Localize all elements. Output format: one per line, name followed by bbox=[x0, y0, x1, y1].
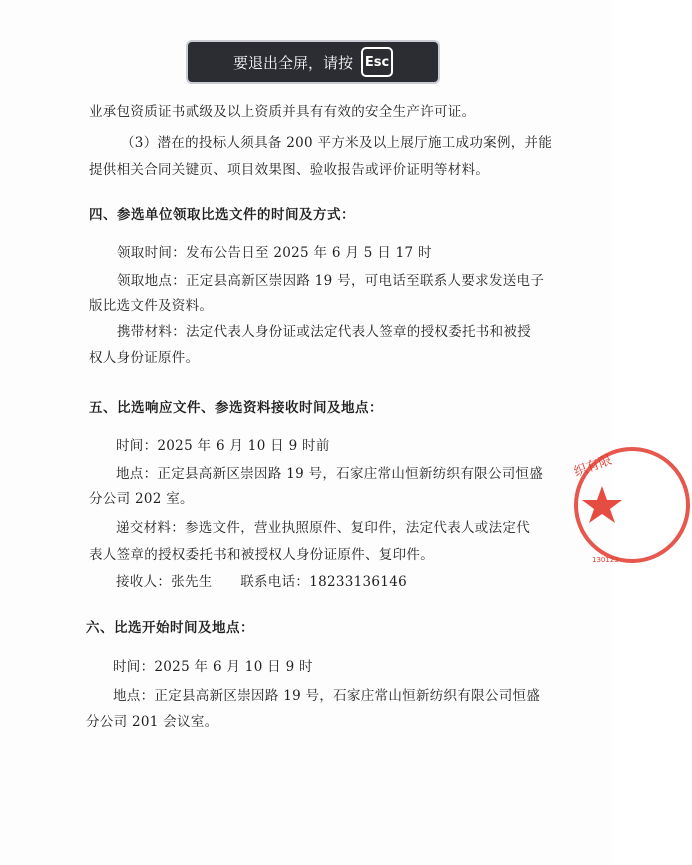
paragraph-line: 接收人：张先生 联系电话：18233136146 bbox=[116, 574, 407, 590]
paragraph-line: 版比选文件及资料。 bbox=[89, 298, 214, 314]
paragraph-line: 领取时间：发布公告日至 2025 年 6 月 5 日 17 时 bbox=[117, 245, 432, 261]
paragraph-line: 携带材料：法定代表人身份证或法定代表人签章的授权委托书和被授 bbox=[117, 324, 531, 340]
fullscreen-exit-message: 要退出全屏，请按 bbox=[232, 53, 353, 72]
paragraph-line: 分公司 201 会议室。 bbox=[86, 714, 219, 730]
paragraph-line: 表人签章的授权委托书和被授权人身份证原件、复印件。 bbox=[89, 547, 434, 563]
paragraph-line: 地点：正定县高新区崇因路 19 号，石家庄常山恒新纺织有限公司恒盛 bbox=[113, 688, 541, 704]
seal-text: 织有限 bbox=[572, 452, 614, 481]
paragraph-line: 提供相关合同关键页、项目效果图、验收报告或评价证明等材料。 bbox=[89, 162, 490, 178]
paragraph-line: （3）潜在的投标人须具备 200 平方米及以上展厅施工成功案例，并能 bbox=[121, 135, 553, 151]
seal-number: 130123 bbox=[592, 556, 619, 564]
seal-star-icon bbox=[582, 486, 622, 523]
paragraph-line: 分公司 202 室。 bbox=[89, 491, 194, 507]
paragraph-line: 递交材料：参选文件，营业执照原件、复印件，法定代表人或法定代 bbox=[116, 520, 530, 536]
fullscreen-exit-banner bbox=[186, 40, 440, 84]
company-seal bbox=[572, 440, 692, 570]
esc-key-badge[interactable]: Esc bbox=[361, 47, 393, 77]
paragraph-line: 业承包资质证书贰级及以上资质并具有有效的安全生产许可证。 bbox=[89, 104, 476, 120]
section-heading: 五、比选响应文件、参选资料接收时间及地点： bbox=[89, 400, 383, 416]
paragraph-line: 地点：正定县高新区崇因路 19 号，石家庄常山恒新纺织有限公司恒盛 bbox=[116, 466, 544, 482]
section-heading: 六、比选开始时间及地点： bbox=[86, 620, 254, 636]
paragraph-line: 领取地点：正定县高新区崇因路 19 号，可电话至联系人要求发送电子 bbox=[117, 273, 545, 289]
paragraph-line: 时间：2025 年 6 月 10 日 9 时前 bbox=[116, 438, 330, 454]
section-heading: 四、参选单位领取比选文件的时间及方式： bbox=[89, 207, 355, 223]
paragraph-line: 时间：2025 年 6 月 10 日 9 时 bbox=[113, 659, 313, 675]
paragraph-line: 权人身份证原件。 bbox=[89, 350, 200, 366]
